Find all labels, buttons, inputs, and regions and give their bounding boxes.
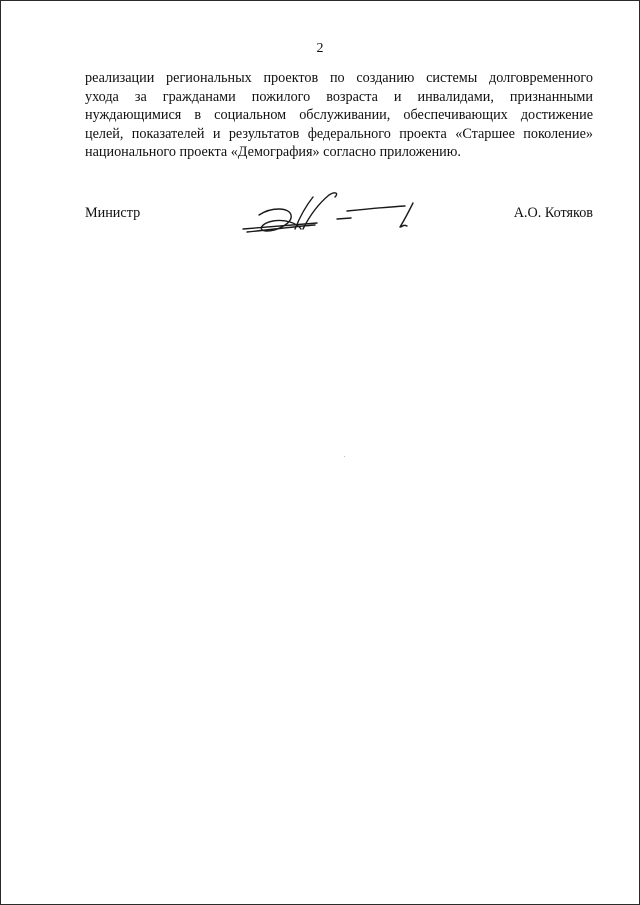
body-paragraph (85, 69, 593, 162)
scan-speck (344, 456, 345, 457)
paragraph-line: целей, показателей и результатов федерального проекта «Старшее поколение» (85, 125, 593, 142)
paragraph-line: реализации региональных проектов по созданию системы долговременного (85, 70, 593, 86)
signatory-name: А.О. Котяков (513, 205, 593, 221)
paragraph-line: нуждающимися в социальном обслуживании, обеспечивающих достижение (85, 107, 593, 124)
signatory-title: Министр (85, 205, 141, 221)
page-number: 2 (316, 41, 324, 56)
handwritten-signature-icon (237, 185, 437, 245)
paragraph-line: ухода за гражданами пожилого возраста и инвалидами, признанными (85, 88, 593, 105)
paragraph-line: национального проекта «Демография» согласно приложению. (85, 144, 461, 161)
